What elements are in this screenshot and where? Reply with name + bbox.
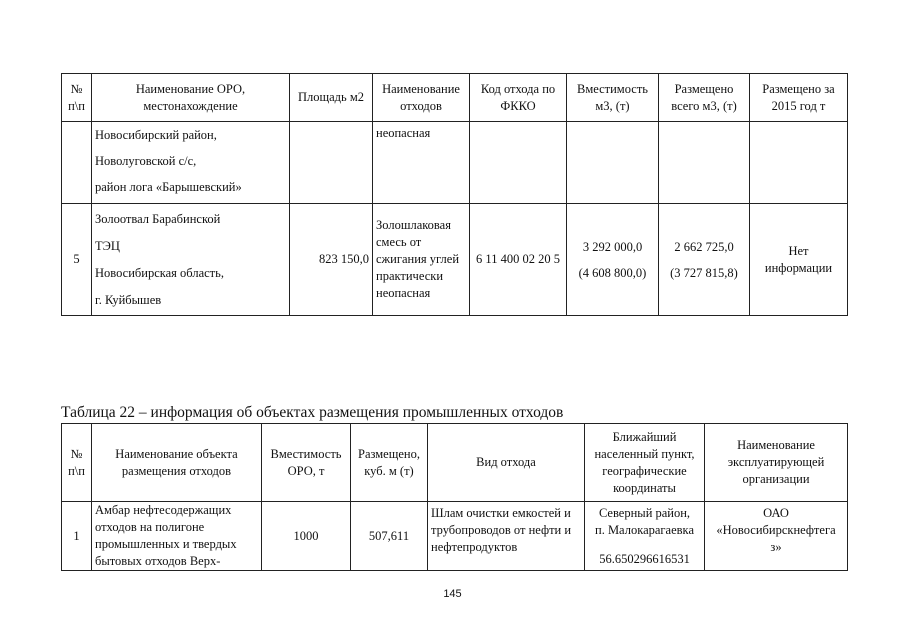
table-caption: Таблица 22 – информация об объектах размещения промышленных отходов <box>61 404 564 421</box>
table-row <box>62 502 848 571</box>
cell-operator: ОАО «Новосибирскнефтега з» <box>705 502 848 571</box>
table-header-row <box>62 74 848 122</box>
cell-num: 5 <box>62 204 92 316</box>
table-row <box>62 204 848 316</box>
header-operator: Наименование эксплуатирующей организации <box>705 424 848 502</box>
cell-placed: 507,611 <box>351 502 428 571</box>
header-area: Площадь м2 <box>290 74 373 122</box>
cell-code: 6 11 400 02 20 5 <box>470 204 567 316</box>
cell-placed-2015: Нет информации <box>750 204 848 316</box>
header-placed-2015: Размещено за 2015 год т <box>750 74 848 122</box>
cell-name: Новосибирский район, Новолуговской с/с, район лога «Барышевский» <box>92 122 290 204</box>
cell-capacity: 1000 <box>262 502 351 571</box>
header-capacity: Вместимость ОРО, т <box>262 424 351 502</box>
cell-placed-total: 2 662 725,0 (3 727 815,8) <box>659 204 750 316</box>
waste-facilities-table-continued <box>61 73 848 316</box>
header-name: Наименование ОРО, местонахождение <box>92 74 290 122</box>
header-num: № п\п <box>62 424 92 502</box>
cell-type: Шлам очистки емкостей и трубопроводов от нефти и нефтепродуктов <box>428 502 585 571</box>
header-locality: Ближайший населенный пункт, географические координаты <box>585 424 705 502</box>
table-row <box>62 122 848 204</box>
cell-area: 823 150,0 <box>290 204 373 316</box>
cell-name: Амбар нефтесодержащих отходов на полигоне промышленных и твердых бытовых отходов Верх- <box>92 502 262 571</box>
table-header-row <box>62 424 848 502</box>
cell-waste: неопасная <box>373 122 470 204</box>
header-capacity: Вместимость м3, (т) <box>567 74 659 122</box>
header-waste: Наименование отходов <box>373 74 470 122</box>
cell-name: Золоотвал Барабинской ТЭЦ Новосибирская область, г. Куйбышев <box>92 204 290 316</box>
header-placed: Размещено, куб. м (т) <box>351 424 428 502</box>
header-num: № п\п <box>62 74 92 122</box>
cell-capacity: 3 292 000,0 (4 608 800,0) <box>567 204 659 316</box>
cell-num: 1 <box>62 502 92 571</box>
industrial-waste-facilities-table <box>61 423 848 571</box>
cell-locality: Северный район, п. Малокарагаевка 56.650296616531 <box>585 502 705 571</box>
header-name: Наименование объекта размещения отходов <box>92 424 262 502</box>
cell-waste: Золошлаковая смесь от сжигания углей практически неопасная <box>373 204 470 316</box>
header-type: Вид отхода <box>428 424 585 502</box>
page-number: 145 <box>443 588 462 600</box>
header-code: Код отхода по ФККО <box>470 74 567 122</box>
header-placed-total: Размещено всего м3, (т) <box>659 74 750 122</box>
